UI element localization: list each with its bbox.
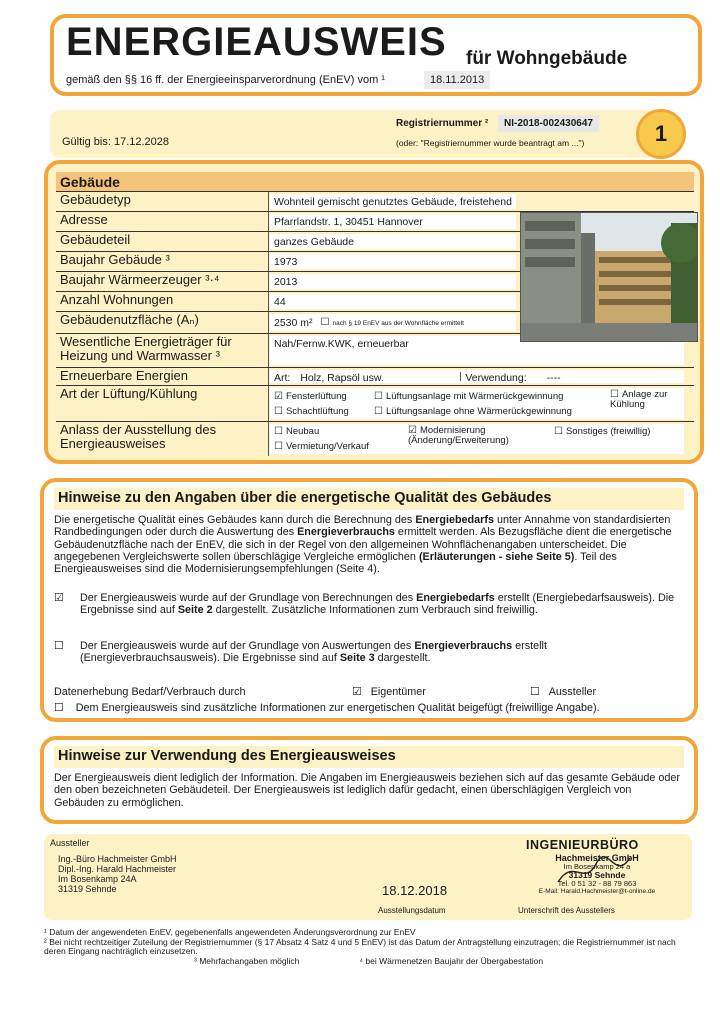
divider: [268, 192, 269, 211]
validity-band: [50, 110, 656, 158]
signature-label: Unterschrift des Ausstellers: [518, 906, 615, 915]
consumption-checkbox[interactable]: ☐: [54, 640, 64, 652]
stamp-line: Tel. 0 51 32 - 88 79 863: [557, 878, 637, 888]
row-ventilation: [56, 386, 694, 422]
row-label: Erneuerbare Energien: [60, 368, 188, 383]
usage-notes-heading: Hinweise zur Verwendung des Energieausweises: [54, 746, 684, 768]
row-label: Gebäudetyp: [60, 192, 131, 207]
row-label: Gebäudenutzfläche (Aₙ): [60, 312, 199, 327]
divider: [268, 292, 269, 311]
renewable-use-label: Verwendung:: [460, 372, 526, 381]
row-building-type: [56, 192, 694, 212]
reason-options: [270, 424, 684, 454]
text-bold: Energiebedarfs: [415, 514, 494, 526]
text-bold: Seite 2: [177, 604, 213, 617]
issuer-line: Im Bosenkamp 24A: [58, 874, 137, 884]
consumption-option-text: [80, 640, 684, 665]
divider: [268, 386, 269, 421]
text: dargestellt.: [374, 652, 431, 665]
option-other[interactable]: [554, 426, 650, 437]
issuer-option[interactable]: [530, 686, 596, 698]
renewable-use-value: ----: [546, 372, 561, 384]
option-label: Neubau: [285, 426, 320, 437]
checkbox-icon[interactable]: ☐: [374, 391, 383, 402]
option-label: Eigentümer: [370, 686, 426, 698]
checkbox-icon[interactable]: ☐: [274, 406, 283, 417]
row-renewable: [56, 368, 694, 386]
demand-option-text: [80, 592, 684, 617]
checkbox-icon[interactable]: ☑: [408, 425, 417, 436]
text: erstellt (Energiebedarfsausweis). Die Ergebnisse sind auf: [80, 592, 675, 617]
area-note: [321, 317, 464, 328]
option-shaft-ventilation[interactable]: [274, 405, 349, 419]
row-label: Anlass der Ausstellung des Energieausweises: [60, 422, 217, 451]
row-value: [270, 314, 516, 331]
quality-notes-heading: Hinweise zu den Angaben über die energetische Qualität des Gebäudes: [54, 488, 684, 510]
option-ventilation-without-recovery[interactable]: [374, 405, 572, 419]
text: Die energetische Qualität eines Gebäudes kann durch die Berechnung des: [54, 514, 416, 526]
footnote-2: ² Bei nicht rechtzeitiger Zuteilung der Registriernummer (§ 17 Absatz 4 Satz 4 und 5 EnEV) ist das Datum der Antragstellung einzutragen; die Registriernummer ist nach deren Eingang nachträglich einzusetzen.: [44, 936, 676, 956]
area-value: 2530 m²: [274, 316, 313, 329]
title-box: [50, 14, 702, 96]
text: ermittelt werden. Als Bezugsfläche dient die energetische Gebäudenutzfläche nach der EnEV, die sich in der Regel von den allgemeinen Wohnflächenangaben unterscheidet. Die angegebenen Vergleichswerte sollen überschlägige Vergleiche ermöglichen: [54, 526, 672, 563]
text: Der Energieausweis wurde auf der Grundlage von Berechnungen des: [80, 592, 417, 604]
checkbox-icon[interactable]: ☐: [554, 426, 563, 437]
option-label: Fensterlüftung: [285, 391, 347, 402]
area-note-text: nach § 19 EnEV aus der Wohnfläche ermittelt: [332, 320, 464, 327]
row-label: Baujahr Gebäude ³: [60, 252, 170, 267]
law-date: 18.11.2013: [424, 71, 490, 89]
owner-option[interactable]: [352, 686, 426, 698]
row-label: Gebäudeteil: [60, 232, 131, 247]
checkbox-icon[interactable]: ☐: [320, 317, 330, 328]
stamp-line: E-Mail: Harald.Hachmeister@t-online.de: [538, 888, 656, 895]
option-rental-sale[interactable]: [274, 441, 369, 452]
text: Der Energieausweis wurde auf der Grundlage von Auswertungen des: [80, 640, 415, 652]
checkbox-icon[interactable]: ☑: [352, 686, 362, 698]
footnote-3: ³ Mehrfachangaben möglich: [194, 955, 300, 966]
stamp-line: Im Bosenkamp 24 a: [563, 861, 631, 871]
renewable-type-value: Holz, Rapsöl usw.: [300, 372, 384, 384]
divider: [268, 232, 269, 251]
document-subtitle: für Wohngebäude: [466, 48, 628, 69]
divider: [268, 212, 269, 231]
row-value: Pfarrlandstr. 1, 30451 Hannover: [270, 214, 516, 229]
extra-info-option[interactable]: [54, 702, 600, 714]
stamp-title: INGENIEURBÜRO: [526, 838, 639, 852]
option-cooling[interactable]: [610, 390, 682, 410]
option-new-building[interactable]: [274, 426, 319, 437]
building-heading: Gebäude: [56, 172, 694, 192]
text-bold: Energieverbrauchs: [414, 640, 513, 652]
option-label: Dem Energieausweis sind zusätzliche Informationen zur energetischen Qualität beigefügt (freiwillige Angabe).: [75, 702, 600, 714]
checkbox-icon[interactable]: ☐: [274, 441, 283, 452]
checkbox-icon[interactable]: ☐: [54, 702, 64, 714]
issuer-band: [44, 834, 692, 920]
issuer-line: Dipl.-Ing. Harald Hachmeister: [58, 864, 177, 874]
building-section: [44, 160, 704, 464]
row-label: Wesentliche Energieträger für Heizung und Warmwasser ³: [60, 334, 232, 363]
company-stamp: [514, 836, 684, 900]
checkbox-icon[interactable]: ☐: [274, 426, 283, 437]
checkbox-icon[interactable]: ☑: [274, 391, 283, 402]
divider: [268, 252, 269, 271]
checkbox-icon[interactable]: ☐: [374, 406, 383, 417]
law-reference: gemäß den §§ 16 ff. der Energieeinsparverordnung (EnEV) vom ¹: [66, 74, 385, 86]
divider: [268, 272, 269, 291]
footnote-1: ¹ Datum der angewendeten EnEV, gegebenenfalls angewendeten Änderungsverordnung zur EnEV: [44, 927, 416, 937]
divider: [268, 422, 269, 456]
stamp-line: Hachmeister GmbH: [555, 853, 639, 863]
row-value: 44: [270, 294, 516, 309]
row-value: ganzes Gebäude: [270, 234, 516, 249]
option-modernisation[interactable]: [408, 426, 548, 446]
row-value: 2013: [270, 274, 516, 289]
text-bold: Seite 3: [339, 652, 375, 665]
option-label: Vermietung/Verkauf: [285, 441, 369, 452]
building-photo: [520, 212, 698, 342]
ventilation-options: [270, 388, 684, 419]
option-label: Modernisierung (Änderung/Erweiterung): [408, 425, 509, 446]
text-bold: Energieverbrauchs: [297, 526, 395, 539]
text-bold: Energiebedarfs: [416, 592, 495, 604]
registry-label: Registriernummer ²: [396, 118, 489, 129]
row-label: Anzahl Wohnungen: [60, 292, 174, 307]
issue-date-label: Ausstellungsdatum: [378, 906, 446, 915]
renewable-type-label: Art:: [274, 372, 291, 384]
text: unter Annahme von standardisierten Randbedingungen oder durch die Auswertung des: [54, 514, 671, 539]
registry-number: NI-2018-002430647: [498, 115, 599, 132]
option-label: Anlage zur Kühlung: [610, 389, 668, 410]
quality-notes-section: [40, 478, 698, 722]
text: . Teil des Energieausweises sind die Modernisierungsempfehlungen (Seite 4).: [54, 550, 617, 576]
row-label: Baujahr Wärmeerzeuger ³·⁴: [60, 272, 220, 287]
divider: [268, 312, 269, 333]
option-label: Aussteller: [548, 686, 597, 698]
valid-until: Gültig bis: 17.12.2028: [62, 136, 170, 148]
stamp-line: 31319 Sehnde: [568, 870, 626, 880]
footnote-4: ⁴ bei Wärmenetzen Baujahr der Übergabestation: [359, 955, 544, 966]
issuer-line: Ing.-Büro Hachmeister GmbH: [58, 854, 177, 864]
option-label: Lüftungsanlage ohne Wärmerückgewinnung: [385, 406, 572, 417]
usage-notes-section: [40, 736, 698, 824]
checkbox-icon[interactable]: ☐: [610, 389, 619, 400]
row-label: Adresse: [60, 212, 108, 227]
option-label: Schachtlüftung: [285, 406, 349, 417]
signature-icon: [554, 852, 634, 892]
document-title: ENERGIEAUSWEIS: [66, 20, 447, 64]
text: dargestellt. Zusätzliche Informationen zum Verbrauch sind freiwillig.: [212, 604, 538, 617]
option-label: Lüftungsanlage mit Wärmerückgewinnung: [385, 391, 564, 402]
divider: [268, 334, 269, 367]
option-ventilation-with-recovery[interactable]: [374, 390, 563, 404]
text-bold: (Erläuterungen - siehe Seite 5): [418, 550, 575, 563]
option-label: Sonstiges (freiwillig): [565, 426, 651, 437]
option-window-ventilation[interactable]: [274, 390, 347, 404]
quality-intro-text: [54, 514, 684, 575]
row-value: Wohnteil gemischt genutztes Gebäude, freistehend: [270, 194, 516, 209]
divider: [268, 368, 269, 385]
row-label: Art der Lüftung/Kühlung: [60, 386, 198, 401]
page-number-badge: 1: [636, 109, 686, 159]
issue-date: 18.12.2018: [382, 883, 448, 898]
data-collection-label: Datenerhebung Bedarf/Verbrauch durch: [54, 686, 246, 698]
issuer-label: Aussteller: [50, 838, 90, 848]
row-issue-reason: [56, 422, 694, 456]
checkbox-icon[interactable]: ☐: [530, 686, 540, 698]
text: erstellt (Energieverbrauchsausweis). Die Ergebnisse sind auf: [80, 640, 547, 665]
usage-notes-text: Der Energieausweis dient lediglich der Information. Die Angaben im Energieausweis beziehen sich auf das gesamte Gebäude oder den oben bezeichneten Gebäudeteil. Der Energieausweis ist lediglich dafür gedacht, einen überschlägigen Vergleich von Gebäuden zu ermöglichen.: [54, 772, 680, 809]
row-value: Nah/Fernw.KWK, erneuerbar: [270, 336, 684, 365]
registry-note: (oder: "Registriernummer wurde beantragt am ..."): [396, 138, 585, 148]
demand-checkbox[interactable]: ☑: [54, 592, 64, 604]
issuer-line: 31319 Sehnde: [58, 884, 117, 894]
footnote-row: [44, 957, 694, 967]
footnotes: [44, 928, 694, 966]
row-value: 1973: [270, 254, 516, 269]
row-value: [270, 370, 684, 383]
